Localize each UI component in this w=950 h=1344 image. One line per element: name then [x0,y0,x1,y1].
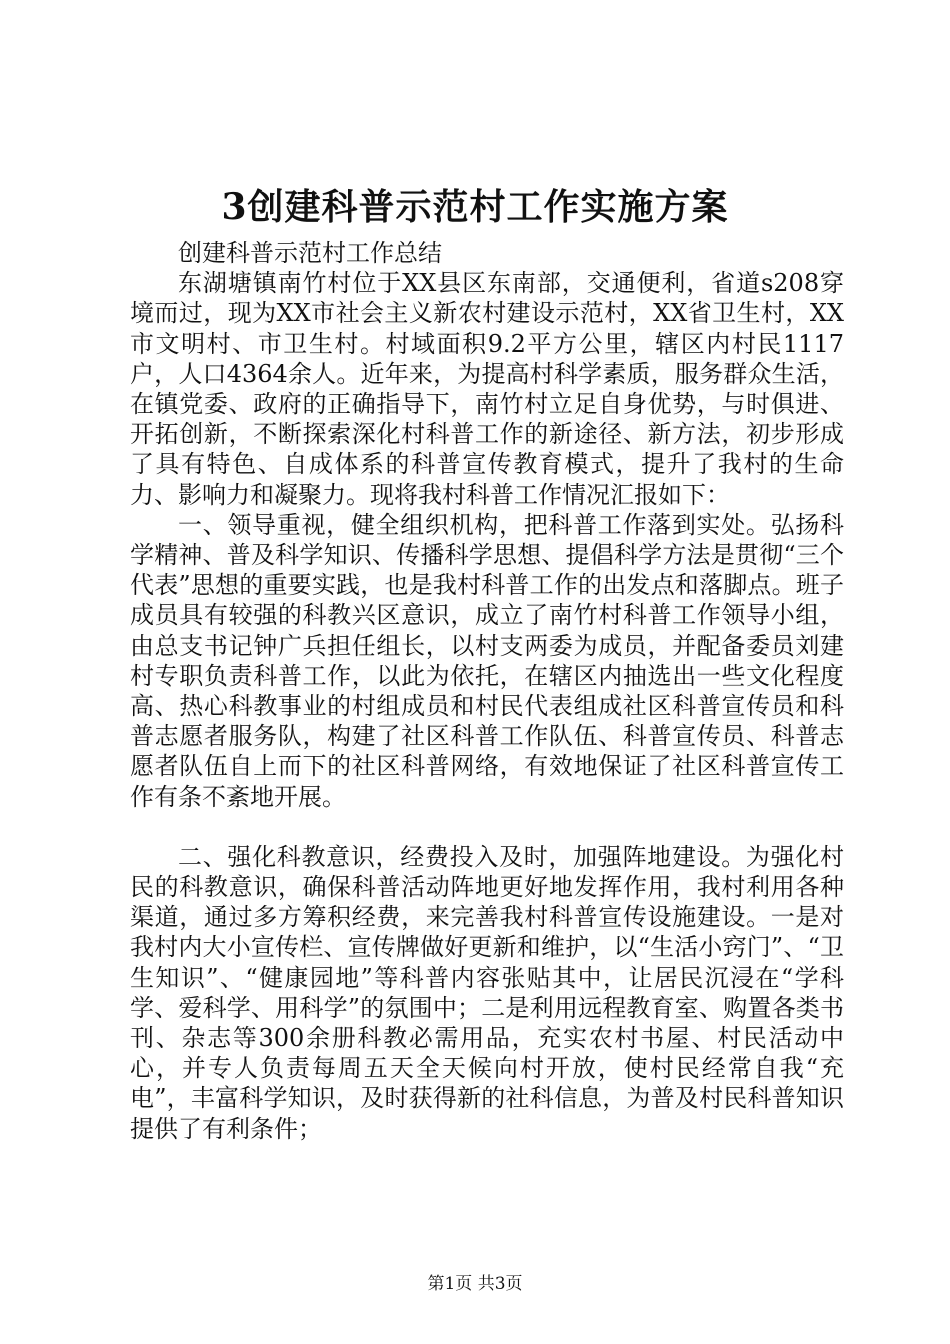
page-footer: 第1页 共3页 [427,1274,523,1294]
paragraph-section-1: 一、领导重视，健全组织机构，把科普工作落到实处。弘扬科学精神、普及科学知识、传播科学思想、提倡科学方法是贯彻“三个代表”思想的重要实践，也是我村科普工作的出发点和落脚点。班子成员具有较强的科教兴区意识，成立了南竹村科普工作领导小组，由总支书记钟广兵担任组长，以村支两委为成员，并配备委员刘建村专职负责科普工作，以此为依托，在辖区内抽选出一些文化程度高、热心科教事业的村组成员和村民代表组成社区科普宣传员和科普志愿者服务队，构建了社区科普工作队伍、科普宣传员、科普志愿者队伍自上而下的社区科普网络，有效地保证了社区科普宣传工作有条不紊地开展。 [130,510,844,811]
paragraph-section-2: 二、强化科教意识，经费投入及时，加强阵地建设。为强化村民的科教意识，确保科普活动阵地更好地发挥作用，我村利用各种渠道，通过多方筹积经费，来完善我村科普宣传设施建设。一是对我村内大小宣传栏、宣传牌做好更新和维护，以“生活小窍门”、“卫生知识”、“健康园地”等科普内容张贴其中，让居民沉浸在“学科学、爱科学、用科学”的氛围中；二是利用远程教育室、购置各类书刊、杂志等300余册科教必需用品，充实农村书屋、村民活动中心，并专人负责每周五天全天候向村开放，使村民经常自我“充电”，丰富科学知识，及时获得新的社科信息，为普及村民科普知识提供了有利条件； [130,842,844,1143]
document-title: 3创建科普示范村工作实施方案 [221,186,729,228]
document-subtitle: 创建科普示范村工作总结 [178,239,442,267]
paragraph-intro: 东湖塘镇南竹村位于XX县区东南部，交通便利，省道s208穿境而过，现为XX市社会主义新农村建设示范村，XX省卫生村，XX市文明村、市卫生村。村域面积9.2平方公里，辖区内村民1117户，人口4364余人。近年来，为提高村科学素质，服务群众生活，在镇党委、政府的正确指导下，南竹村立足自身优势，与时俱进、开拓创新，不断探索深化村科普工作的新途径、新方法，初步形成了具有特色、自成体系的科普宣传教育模式，提升了我村的生命力、影响力和凝聚力。现将我村科普工作情况汇报如下： [130,269,844,509]
document-body [130,238,844,1144]
